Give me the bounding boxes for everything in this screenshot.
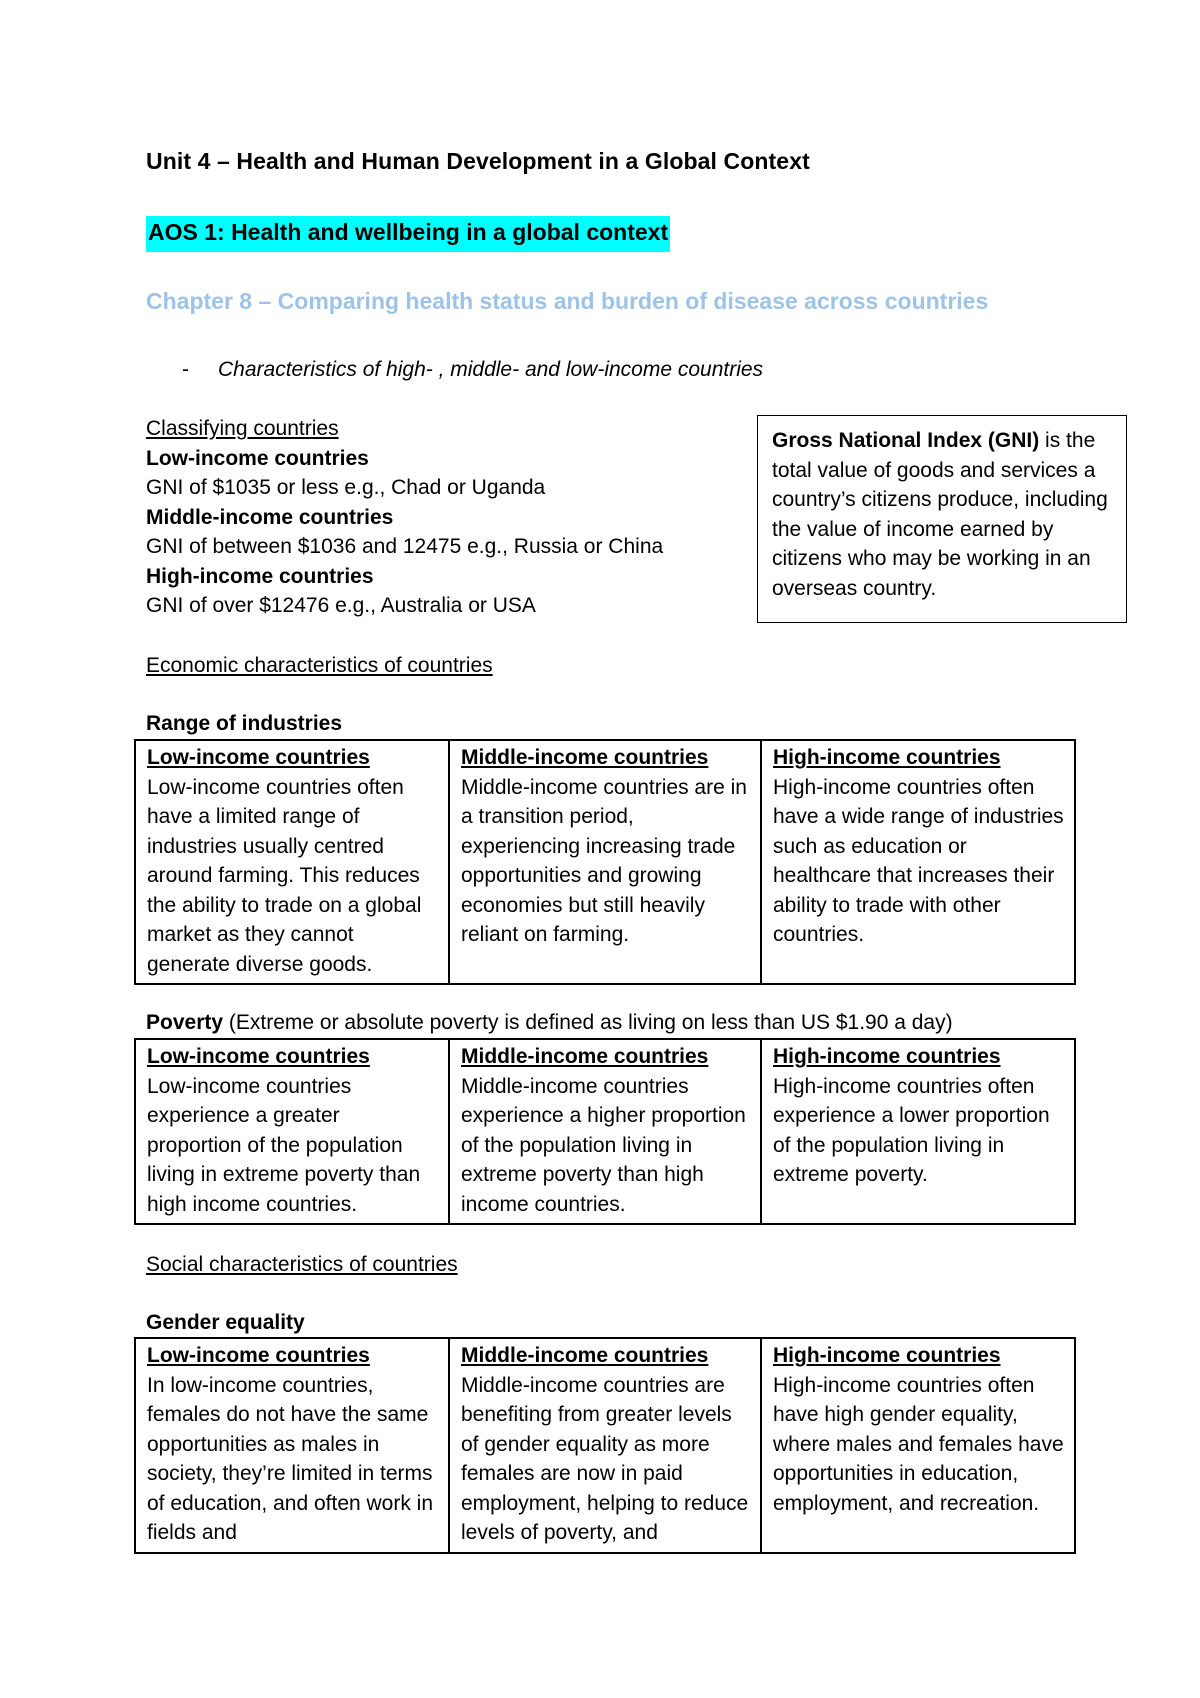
classifying-heading: Classifying countries [146,417,339,440]
high-income-text: GNI of over $12476 e.g., Australia or USA [146,594,536,617]
poverty-title [146,1008,953,1038]
column-header: Low-income countries [147,746,370,769]
bullet-text: Characteristics of high- , middle- and low-income countries [218,358,764,381]
chapter-title: Chapter 8 – Comparing health status and burden of disease across countries [146,288,989,314]
poverty-table [134,1038,1076,1225]
column-header: High-income countries [773,746,1001,769]
column-header: High-income countries [773,1344,1001,1367]
cell-text: High-income countries often have high gender equality, where males and females have opportunities in education, employment, and recreation. [773,1373,1064,1515]
table-cell-low [135,740,449,984]
high-income-label: High-income countries [146,564,374,588]
industries-title: Range of industries [146,712,343,735]
bullet-dash: - [182,358,189,381]
economic-heading: Economic characteristics of countries [146,654,493,677]
column-header: Middle-income countries [461,1344,709,1367]
table-cell-low [135,1039,449,1224]
gni-definition-text: is the total value of goods and services a country’s citizens produce, including the value of income earned by citizens who may be working in an overseas country. [772,429,1108,600]
table-cell-high [761,740,1075,984]
table-cell-high [761,1039,1075,1224]
table-cell-low [135,1338,449,1553]
cell-text: High-income countries often have a wide range of industries such as education or healthcare that increases their ability to trade with other countries. [773,775,1064,946]
middle-income-label: Middle-income countries [146,505,394,529]
table-cell-middle [449,740,761,984]
aos-title: AOS 1: Health and wellbeing in a global context [146,216,670,252]
gender-title: Gender equality [146,1311,305,1334]
social-heading: Social characteristics of countries [146,1253,458,1276]
low-income-label: Low-income countries [146,446,369,470]
column-header: Middle-income countries [461,746,709,769]
middle-income-text: GNI of between $1036 and 12475 e.g., Russia or China [146,535,664,558]
gni-definition-box [757,415,1127,623]
classifying-countries [146,414,746,621]
gni-term: Gross National Index (GNI) [772,429,1040,452]
cell-text: In low-income countries, females do not have the same opportunities as males in society, they’re limited in terms of education, and often work in fields and [147,1373,434,1544]
table-cell-high [761,1338,1075,1553]
table-row [135,740,1075,984]
industries-table [134,739,1076,985]
cell-text: Middle-income countries are in a transition period, experiencing increasing trade opportunities and growing economies but still heavily reliant on farming. [461,775,747,946]
low-income-text: GNI of $1035 or less e.g., Chad or Uganda [146,476,546,499]
poverty-title-label: Poverty [146,1011,224,1034]
table-row [135,1338,1075,1553]
unit-title: Unit 4 – Health and Human Development in a Global Context [146,148,810,174]
cell-text: Middle-income countries are benefiting from greater levels of gender equality as more females are now in paid employment, helping to reduce levels of poverty, and [461,1373,749,1544]
table-row [135,1039,1075,1224]
cell-text: High-income countries often experience a lower proportion of the population living in extreme poverty. [773,1074,1050,1186]
cell-text: Middle-income countries experience a higher proportion of the population living in extreme poverty than high income countries. [461,1074,746,1216]
column-header: Middle-income countries [461,1045,709,1068]
table-cell-middle [449,1039,761,1224]
table-cell-middle [449,1338,761,1553]
column-header: Low-income countries [147,1344,370,1367]
gender-table [134,1337,1076,1554]
gni-definition [772,426,1114,603]
column-header: High-income countries [773,1045,1001,1068]
column-header: Low-income countries [147,1045,370,1068]
cell-text: Low-income countries experience a greater proportion of the population living in extreme poverty than high income countries. [147,1074,421,1216]
poverty-note: (Extreme or absolute poverty is defined as living on less than US $1.90 a day) [223,1011,953,1034]
cell-text: Low-income countries often have a limited range of industries usually centred around farming. This reduces the ability to trade on a global market as they cannot generate diverse goods. [147,775,422,976]
